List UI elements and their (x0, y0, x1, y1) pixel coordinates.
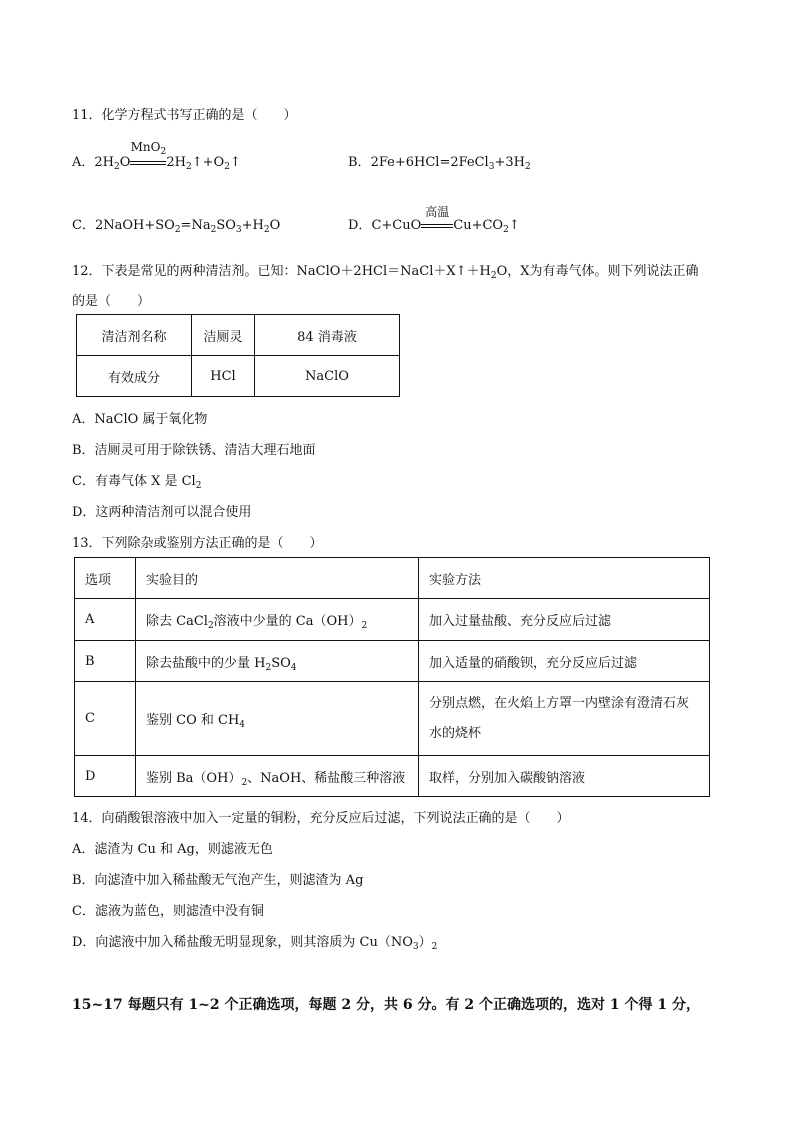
q11-option-a: A．$2H_2O$ MnO$_2$ $2H_2↑+O_2↑$ (72, 140, 241, 172)
q12-option-b: B．洁厕灵可用于除铁锈、清洁大理石地面 (72, 443, 316, 458)
q12-stem-line2: 的是（ ） (72, 294, 151, 309)
q13-stem: 13．下列除杂或鉴别方法正确的是（ ） (72, 536, 323, 551)
q11-option-b: B．$2Fe+6HCl=2FeCl_3+3H_2$ (348, 155, 531, 172)
q12-option-d: D．这两种清洁剂可以混合使用 (72, 505, 252, 520)
section-instructions: 15~17 每题只有 1~2 个正确选项，每题 2 分，共 6 分。有 2 个正确选项的，选对 1 个得 1 分， (72, 997, 700, 1013)
experiment-table (74, 557, 710, 797)
cleaner-table (76, 314, 400, 397)
table-row: 有效成分 HCl NaClO (77, 356, 400, 397)
table-row: 清洁剂名称 洁厕灵 84 消毒液 (77, 315, 400, 356)
q11-option-d: D．C+CuO 高温 $Cu+CO_2↑$ (348, 205, 520, 235)
q12-option-c: C．有毒气体 X 是 $Cl_2$ (72, 474, 202, 491)
q11-stem: 11．化学方程式书写正确的是（ ） (72, 108, 297, 123)
q14-option-d: D．向滤液中加入稀盐酸无明显现象，则其溶质为 $Cu(NO_3)_2$ (72, 935, 438, 952)
q12-option-a: A．NaClO 属于氧化物 (72, 412, 208, 427)
table-row: B 除去盐酸中的少量 $H_2SO_4$ 加入适量的硝酸钡，充分反应后过滤 (75, 641, 710, 682)
q11-option-c: C．$2NaOH+SO_2=Na_2SO_3+H_2O$ (72, 218, 281, 235)
q12-stem-line1: 12．下表是常见的两种清洁剂。已知：$NaClO+2HCl=NaCl+X↑+H_2O$，X为有毒气体。则下列说法正确 (72, 264, 699, 281)
q14-stem: 14．向硝酸银溶液中加入一定量的铜粉，充分反应后过滤，下列说法正确的是（ ） (72, 811, 570, 826)
q14-option-c: C．滤液为蓝色，则滤渣中没有铜 (72, 904, 264, 919)
condition-arrow: 高温 (421, 218, 453, 233)
q14-option-b: B．向滤渣中加入稀盐酸无气泡产生，则滤渣为 Ag (72, 873, 364, 888)
table-row: C 鉴别 CO 和 $CH_4$ 分别点燃，在火焰上方罩一内壁涂有澄清石灰 水的烧杯 (75, 682, 710, 756)
table-row: D 鉴别 $Ba(OH)_2$、NaOH、稀盐酸三种溶液 取样，分别加入碳酸钠溶液 (75, 756, 710, 797)
q14-option-a: A．滤渣为 Cu 和 Ag，则滤液无色 (72, 842, 273, 857)
condition-arrow: MnO$_2$ (130, 155, 166, 170)
table-row: 选项 实验目的 实验方法 (75, 558, 710, 599)
table-row: A 除去 CaCl$_2$溶液中少量的 $Ca(OH)_2$ 加入过量盐酸、充分反应后过滤 (75, 599, 710, 641)
